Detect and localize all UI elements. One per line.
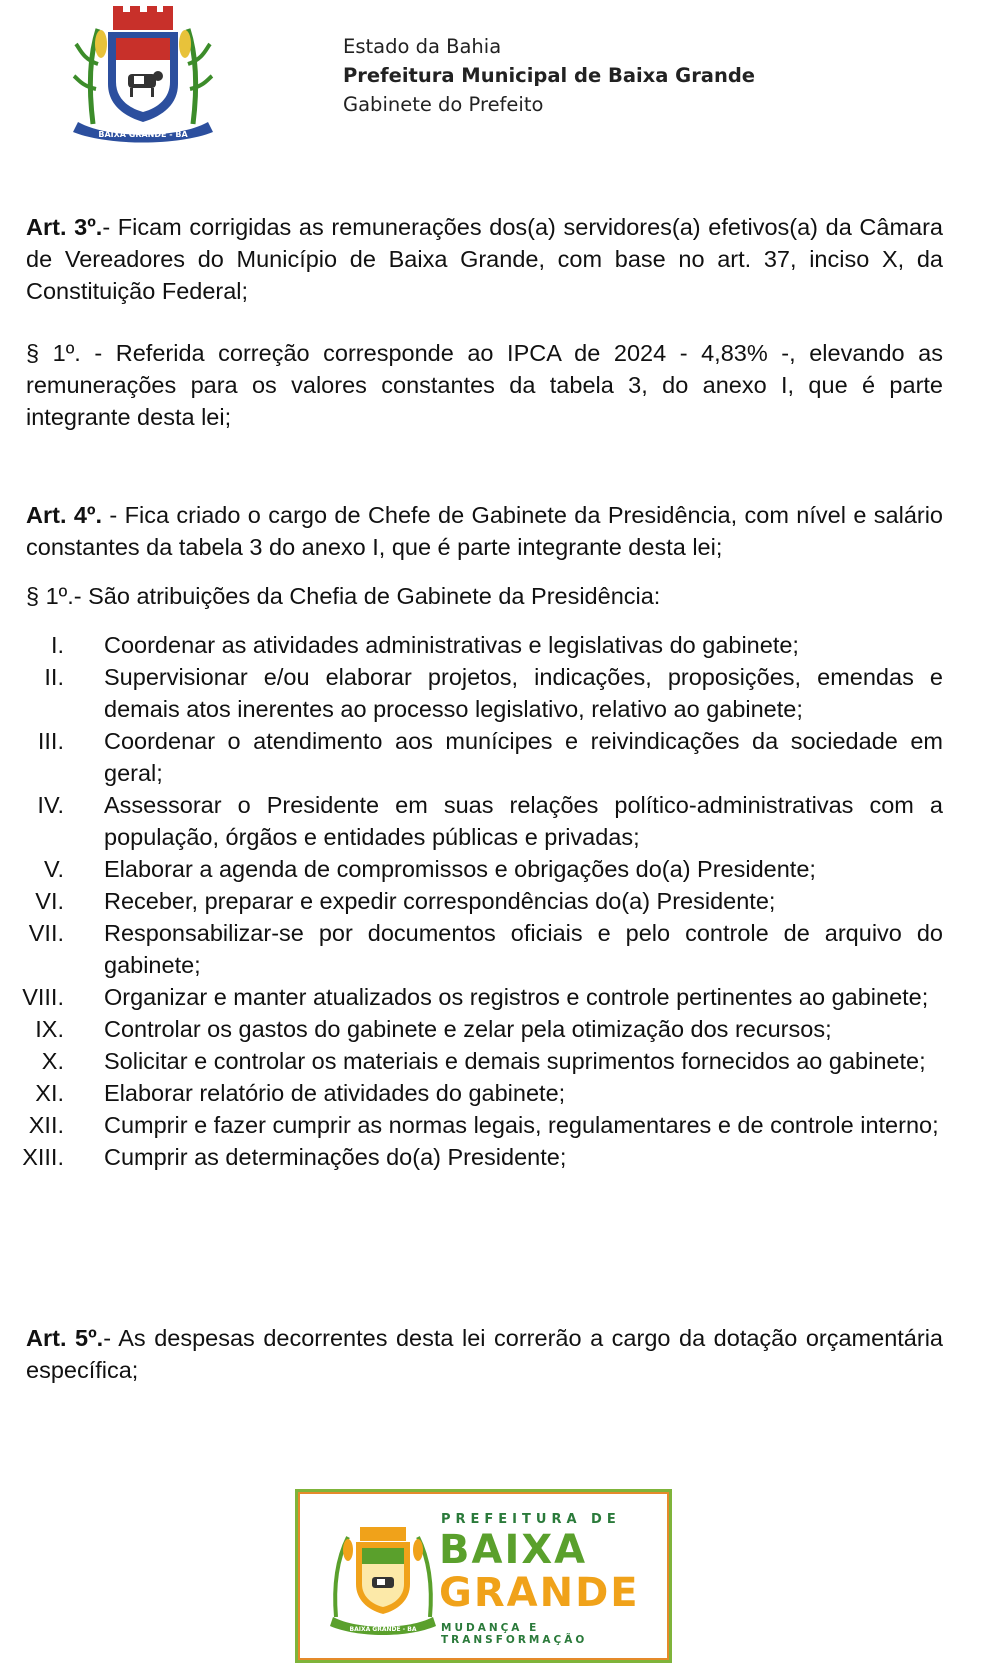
art3-label: Art. 3º. — [26, 214, 103, 240]
item-text: Cumprir as determinações do(a) Presidente; — [104, 1144, 567, 1170]
municipal-crest-logo — [68, 4, 218, 144]
art5-block — [26, 1322, 943, 1386]
item-number: XII. — [28, 1112, 64, 1138]
item-text: Coordenar o atendimento aos munícipes e reivindicações da sociedade em geral; — [104, 728, 943, 786]
item-text: Assessorar o Presidente em suas relações político-administrativas com a população, órgãos e entidades públicas e privadas; — [104, 792, 943, 850]
item-text: Responsabilizar-se por documentos oficiais e pelo controle de arquivo do gabinete; — [104, 920, 943, 978]
list-item — [0, 853, 943, 885]
art4-label: Art. 4º. — [26, 502, 103, 528]
item-text: Supervisionar e/ou elaborar projetos, indicações, proposições, emendas e demais atos inerentes ao processo legislativo, relativo ao gabinete; — [104, 664, 943, 722]
header-state: Estado da Bahia — [343, 35, 502, 58]
header-prefeitura: Prefeitura Municipal de Baixa Grande — [343, 64, 756, 87]
list-item — [0, 885, 943, 917]
list-item — [0, 1045, 943, 1077]
item-text: Coordenar as atividades administrativas e legislativas do gabinete; — [104, 632, 799, 658]
item-number: XI. — [35, 1080, 64, 1106]
footer-logo-prefeitura: PREFEITURA DE — [441, 1512, 621, 1527]
art3-body: - Ficam corrigidas as remunerações dos(a) servidores(a) efetivos(a) da Câmara de Vereadores do Município de Baixa Grande, com base no art. 37, inciso X, da Constituição Federal; — [26, 214, 944, 304]
art3-paragraph-1 — [26, 337, 943, 433]
item-text: Elaborar a agenda de compromissos e obrigações do(a) Presidente; — [104, 856, 816, 882]
item-number: VII. — [28, 920, 64, 946]
item-number: X. — [41, 1048, 64, 1074]
art4-body: - Fica criado o cargo de Chefe de Gabinete da Presidência, com nível e salário constantes da tabela 3 do anexo I, que é parte integrante desta lei; — [26, 502, 944, 560]
list-item — [0, 789, 943, 853]
footer-logo-baixa: BAIXA — [439, 1527, 588, 1573]
item-text: Cumprir e fazer cumprir as normas legais, regulamentares e de controle interno; — [104, 1112, 939, 1138]
item-number: I. — [50, 632, 64, 658]
art4-block — [26, 499, 943, 563]
letterhead — [343, 32, 755, 119]
list-item — [0, 1013, 943, 1045]
item-number: IV. — [37, 792, 64, 818]
crest-ribbon-text: BAIXA GRANDE - BA — [98, 130, 188, 139]
item-number: VI. — [35, 888, 64, 914]
item-text: Controlar os gastos do gabinete e zelar pela otimização dos recursos; — [104, 1016, 832, 1042]
art4-text — [26, 499, 943, 563]
footer-logo-slogan: MUDANÇA E TRANSFORMAÇÃO — [441, 1622, 588, 1646]
list-item — [0, 1109, 943, 1141]
list-item — [0, 917, 943, 981]
art5-body: - As despesas decorrentes desta lei correrão a cargo da dotação orçamentária específica; — [26, 1325, 943, 1383]
list-item — [0, 981, 943, 1013]
art4-par1-text: § 1º.- São atribuições da Chefia de Gabinete da Presidência: — [26, 583, 661, 609]
item-number: IX. — [35, 1016, 64, 1042]
footer-emblem-ribbon-text: BAIXA GRANDE - BA — [349, 1626, 417, 1633]
item-number: V. — [43, 856, 64, 882]
footer-logo-grande: GRANDE — [439, 1570, 640, 1616]
art3-block — [26, 211, 943, 307]
list-item — [0, 629, 943, 661]
attributions-list — [0, 629, 943, 1173]
art5-text — [26, 1322, 943, 1386]
item-text: Organizar e manter atualizados os registros e controle pertinentes ao gabinete; — [104, 984, 929, 1010]
item-number: III. — [37, 728, 64, 754]
header-gabinete: Gabinete do Prefeito — [343, 93, 544, 116]
art3-par1-text: § 1º. - Referida correção corresponde ao IPCA de 2024 - 4,83% -, elevando as remunerações para os valores constantes da tabela 3, do anexo I, que é parte integrante desta lei; — [26, 340, 943, 430]
list-item — [0, 1077, 943, 1109]
item-number: VIII. — [22, 984, 64, 1010]
item-number: XIII. — [22, 1144, 64, 1170]
art3-text — [26, 211, 943, 307]
art5-label: Art. 5º. — [26, 1325, 104, 1351]
item-text: Receber, preparar e expedir correspondências do(a) Presidente; — [104, 888, 776, 914]
footer-emblem-icon — [328, 1522, 438, 1640]
list-item — [0, 725, 943, 789]
item-text: Elaborar relatório de atividades do gabinete; — [104, 1080, 566, 1106]
list-item — [0, 661, 943, 725]
list-item — [0, 1141, 943, 1173]
art4-paragraph-1 — [26, 580, 943, 612]
item-number: II. — [44, 664, 64, 690]
footer-prefeitura-logo — [295, 1489, 672, 1663]
item-text: Solicitar e controlar os materiais e demais suprimentos fornecidos ao gabinete; — [104, 1048, 926, 1074]
